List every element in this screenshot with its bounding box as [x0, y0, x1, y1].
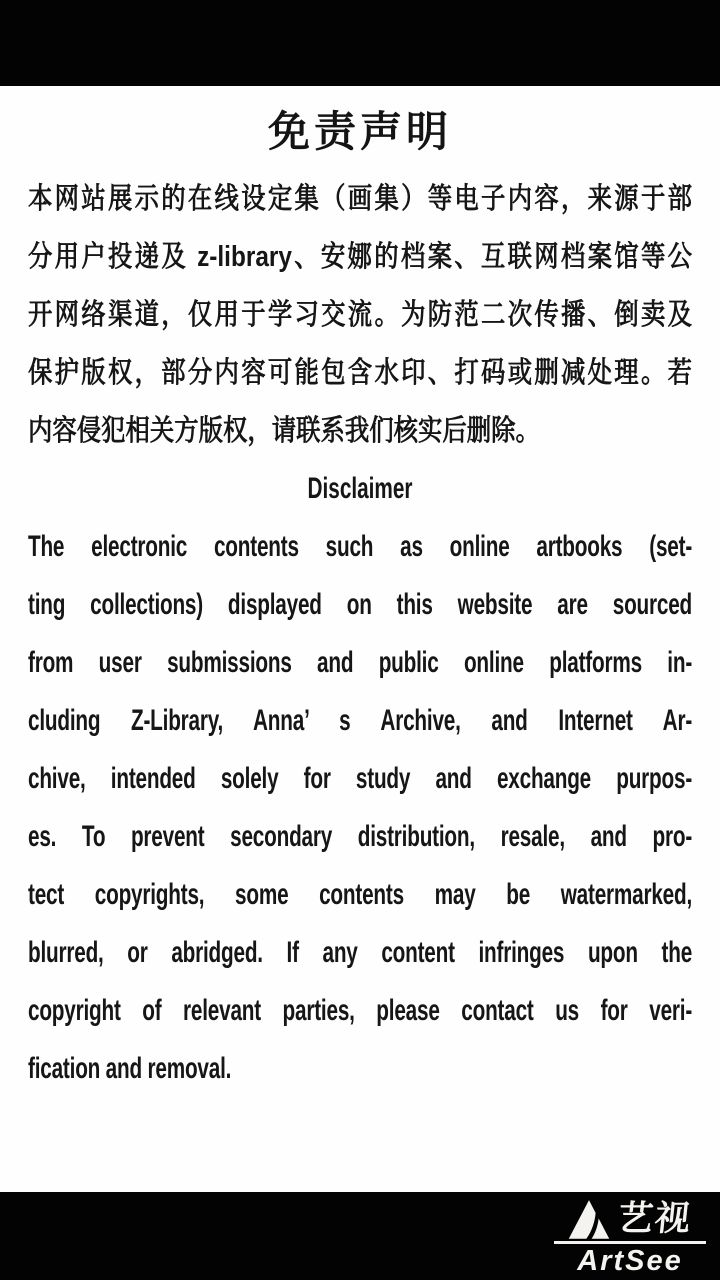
- page-title: 免责声明: [267, 108, 452, 155]
- brand-name-cn: 艺视: [616, 1199, 695, 1238]
- en-disclaimer-heading: Disclaimer: [307, 472, 413, 505]
- en-disclaimer-line: fication and removal.: [28, 1052, 232, 1085]
- en-paragraph: [28, 518, 692, 1098]
- cn-disclaimer-line: 内容侵犯相关方版权，请联系我们核实后删除。: [28, 415, 540, 447]
- en-disclaimer-line: cluding Z-Library, Anna’ s Archive, and Internet Ar-: [28, 704, 693, 737]
- cn-disclaimer-line: 本网站展示的在线设定集（画集）等电子内容，来源于部: [28, 183, 692, 215]
- brand-name-en: ArtSee: [577, 1245, 683, 1277]
- en-disclaimer-line: from user submissions and public online platforms in-: [28, 646, 693, 679]
- logo-row: [567, 1199, 695, 1239]
- cn-disclaimer-line: 保护版权，部分内容可能包含水印、打码或删减处理。若: [28, 357, 692, 389]
- en-disclaimer-line: blurred, or abridged. If any content infringes upon the: [28, 936, 693, 969]
- mountain-person-icon: [567, 1199, 611, 1239]
- en-disclaimer-line: tect copyrights, some contents may be watermarked,: [28, 878, 693, 911]
- en-disclaimer-line: copyright of relevant parties, please contact us for veri-: [28, 994, 693, 1027]
- bottom-letterbox-bar: [0, 1192, 720, 1280]
- cn-disclaimer-line: 分用户投递及 z-library、安娜的档案、互联网档案馆等公: [28, 241, 692, 273]
- en-disclaimer-line: ting collections) displayed on this website are sourced: [28, 588, 693, 621]
- disclaimer-panel: [0, 86, 720, 1192]
- top-letterbox-bar: [0, 0, 720, 86]
- artsee-logo: [552, 1199, 708, 1279]
- cn-disclaimer-line: 开网络渠道，仅用于学习交流。为防范二次传播、倒卖及: [28, 299, 692, 331]
- en-disclaimer-line: chive, intended solely for study and exchange purpos-: [28, 762, 693, 795]
- en-disclaimer-line: The electronic contents such as online artbooks (set-: [28, 530, 693, 563]
- en-disclaimer-line: es. To prevent secondary distribution, resale, and pro-: [28, 820, 693, 853]
- cn-paragraph: [28, 170, 692, 460]
